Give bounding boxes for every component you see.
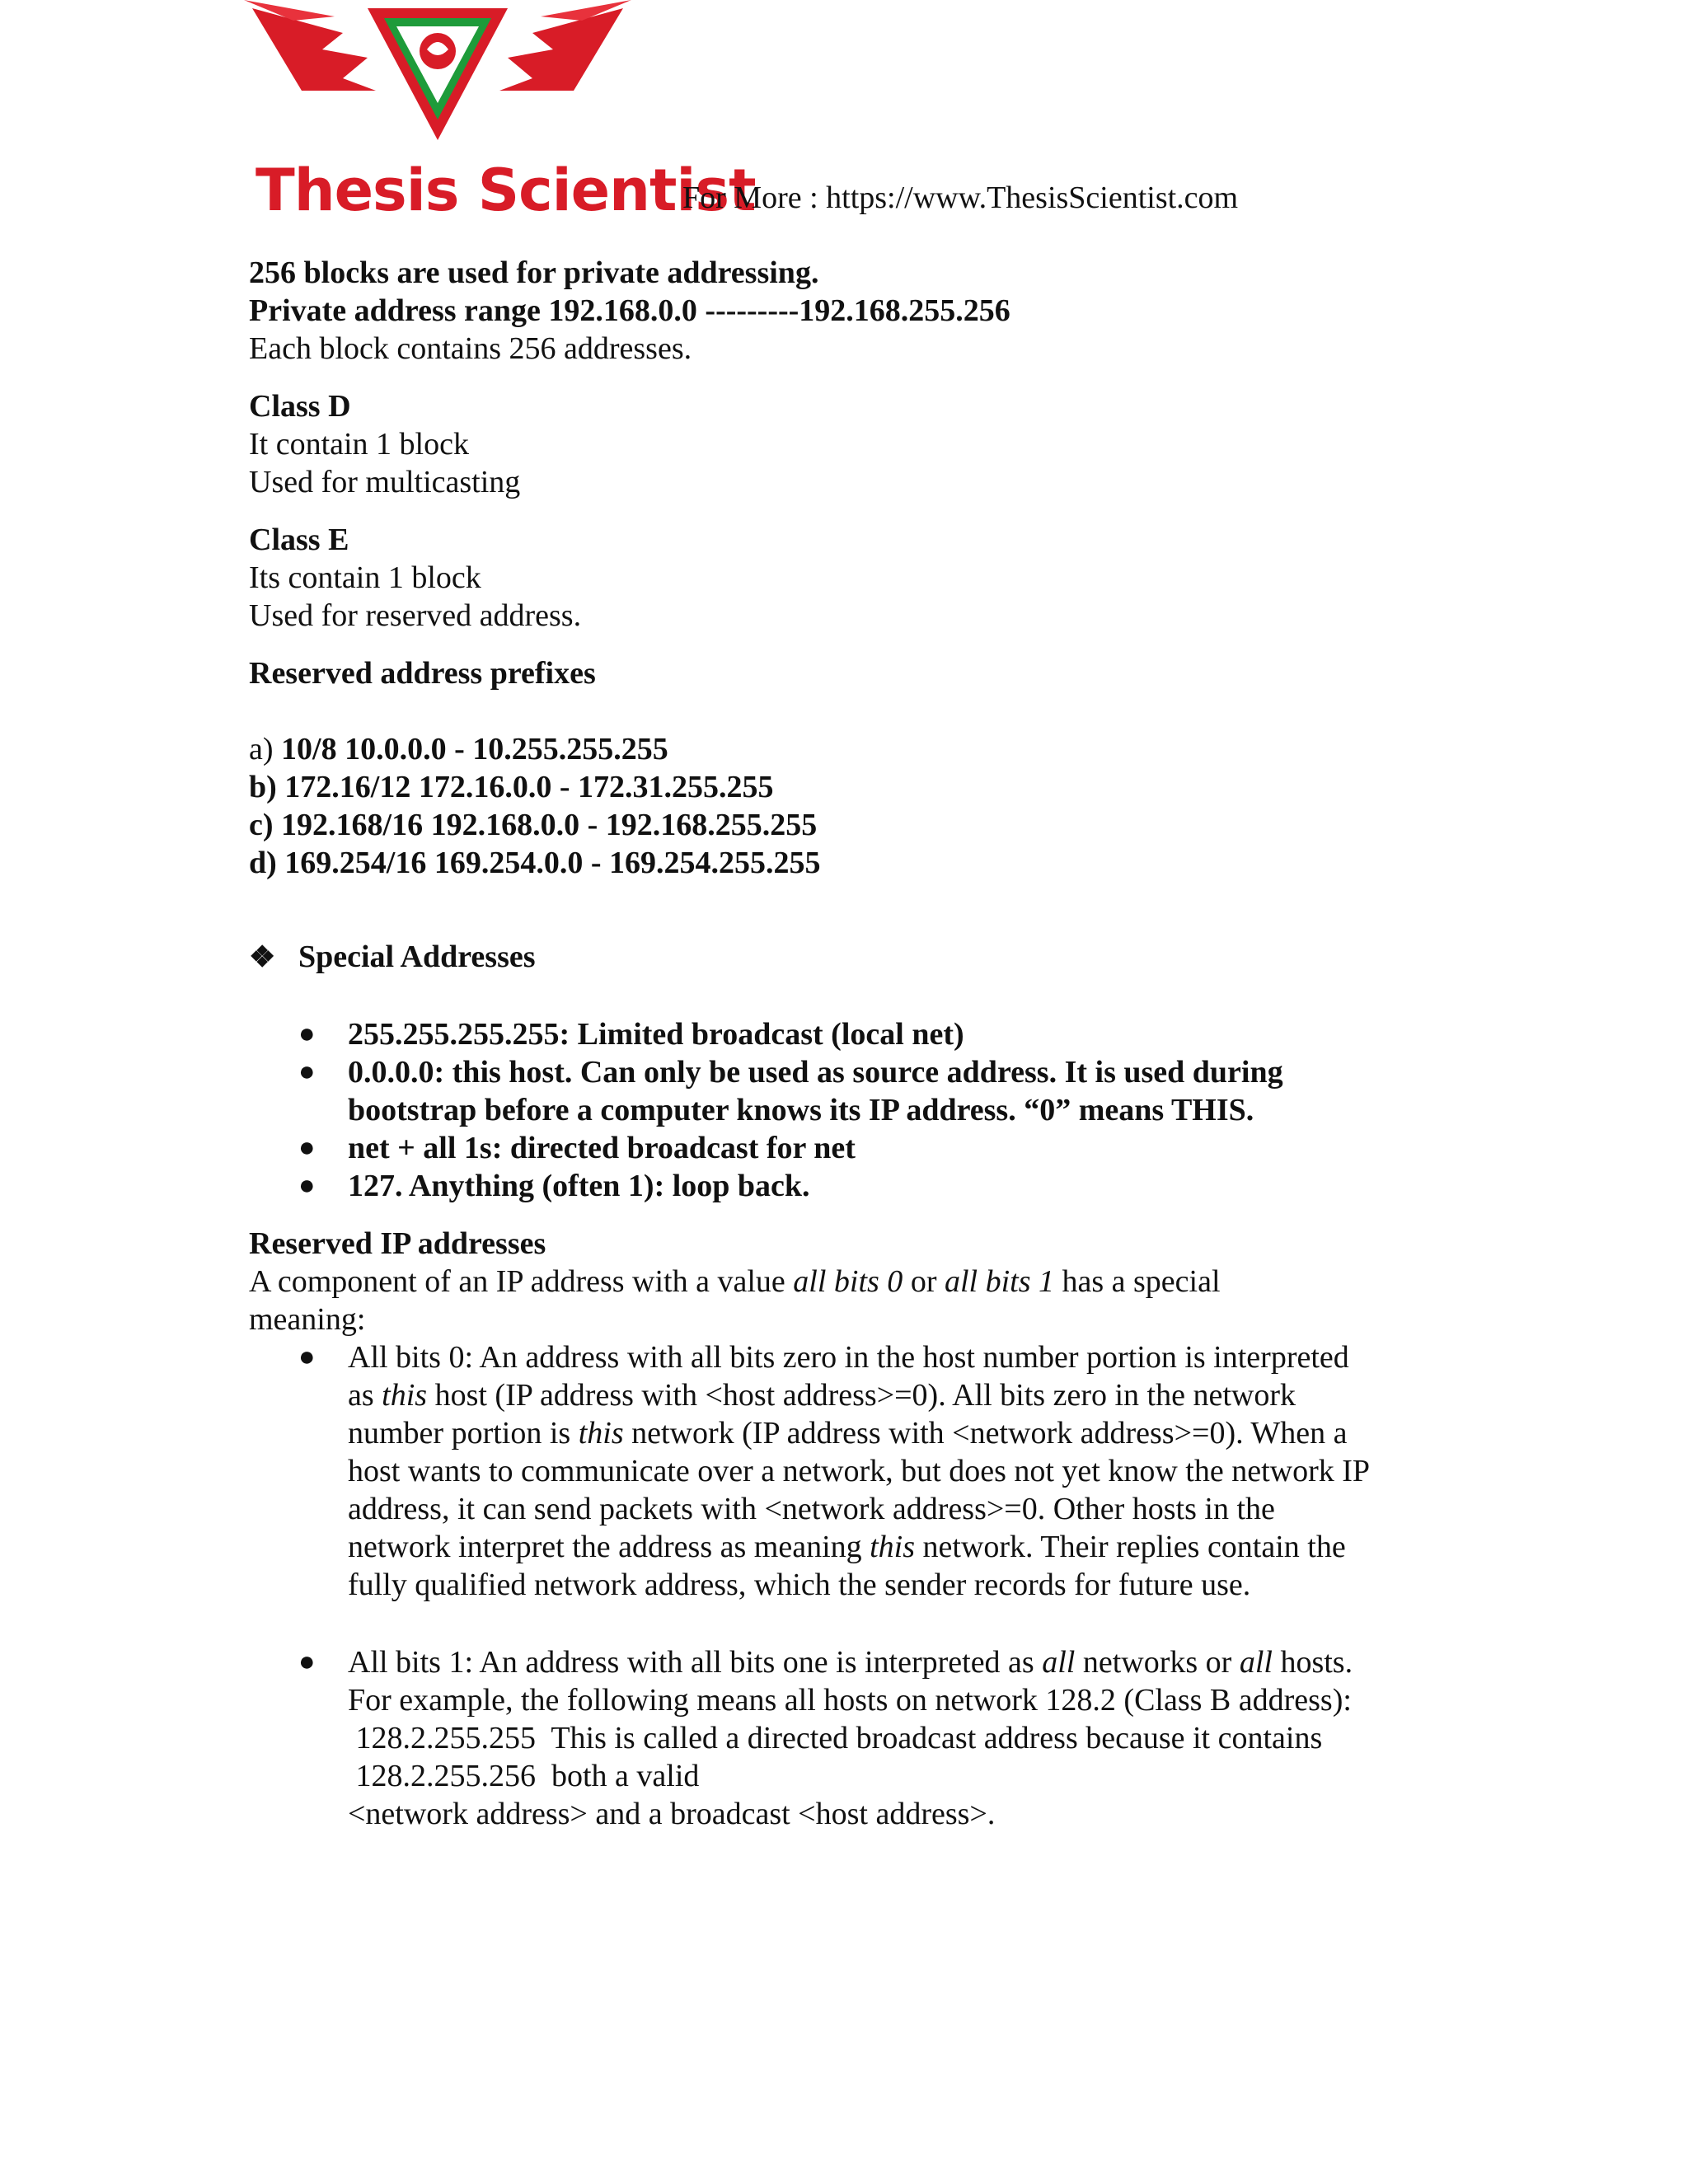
private-range-line: Private address range 192.168.0.0 ---------192.168.255.256 xyxy=(249,293,1010,328)
bullet-icon: ● xyxy=(298,1170,316,1201)
private-blocks-line: 256 blocks are used for private addressing. xyxy=(249,255,819,290)
reserved-prefixes-heading: Reserved address prefixes xyxy=(249,656,596,691)
class-d-line-1: It contain 1 block xyxy=(249,427,469,462)
prefix-item-d: d) 169.254/16 169.254.0.0 - 169.254.255.255 xyxy=(249,846,821,880)
reserved-ip-heading: Reserved IP addresses xyxy=(249,1226,546,1261)
special-addresses-list xyxy=(249,1015,1444,1205)
list-item: ● 0.0.0.0: this host. Can only be used as source address. It is used during bootstrap before a computer knows its IP address. “0” means THIS. xyxy=(298,1055,1283,1127)
diamond-bullet-icon: ❖ xyxy=(249,940,276,973)
list-item: ● 255.255.255.255: Limited broadcast (local net) xyxy=(298,1017,964,1052)
bullet-icon: ● xyxy=(298,1647,316,1677)
class-e-heading: Class E xyxy=(249,523,349,557)
reserved-ip-list xyxy=(249,1338,1444,1833)
prefix-item-a: a) 10/8 10.0.0.0 - 10.255.255.255 xyxy=(249,732,668,766)
reserved-ip-intro-cont: meaning: xyxy=(249,1302,366,1337)
bullet-icon: ● xyxy=(298,1057,316,1087)
logo-wordmark: Thesis Scientist xyxy=(256,157,756,224)
class-e-line-2: Used for reserved address. xyxy=(249,598,582,633)
special-addresses-heading: ❖ Special Addresses xyxy=(249,940,536,974)
bullet-icon: ● xyxy=(298,1019,316,1049)
class-d-line-2: Used for multicasting xyxy=(249,465,521,499)
list-item: ● All bits 0: An address with all bits zero in the host number portion is interpreted as this host (IP address with <host address>=0). All bits zero in the network number portion is this network (IP address with <network address>=0). When a host wants to communicate over a network, but does not yet know the network IP address, it can send packets with <network address>=0. Other hosts in the network interpret the address as meaning this network. Their replies contain the fully qualified network address, which the sender records for future use. xyxy=(298,1340,1371,1602)
bullet-icon: ● xyxy=(298,1342,316,1372)
header-website-link[interactable]: For More : https://www.ThesisScientist.com xyxy=(682,180,1239,215)
block-size-line: Each block contains 256 addresses. xyxy=(249,331,692,366)
prefix-item-c: c) 192.168/16 192.168.0.0 - 192.168.255.255 xyxy=(249,808,818,842)
list-item: ● All bits 1: An address with all bits one is interpreted as all networks or all hosts. For example, the following means all hosts on network 128.2 (Class B address): 128.2.255.255 This is called a directed broadcast address because it contains 128.2.255.256 both a valid <network address> and a broadcast <host address>. xyxy=(298,1645,1353,1831)
class-e-line-1: Its contain 1 block xyxy=(249,560,481,595)
document-body xyxy=(249,254,1444,1833)
reserved-ip-intro: A component of an IP address with a value all bits 0 or all bits 1 has a special xyxy=(249,1264,1221,1299)
prefix-item-b: b) 172.16/12 172.16.0.0 - 172.31.255.255 xyxy=(249,770,774,804)
bullet-icon: ● xyxy=(298,1132,316,1163)
list-item: ● 127. Anything (often 1): loop back. xyxy=(298,1169,810,1203)
list-item: ● net + all 1s: directed broadcast for net xyxy=(298,1131,856,1165)
class-d-heading: Class D xyxy=(249,389,351,424)
